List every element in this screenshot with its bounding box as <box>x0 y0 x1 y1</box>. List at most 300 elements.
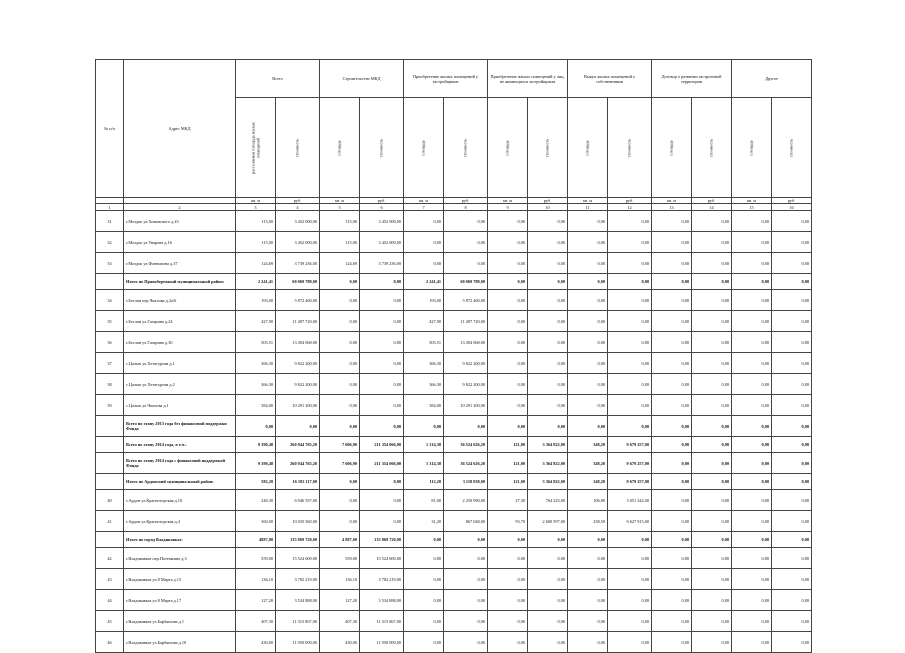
row-address: г.Беслан пер.Чкалова д.2а/6 <box>124 290 236 311</box>
table-row <box>96 253 812 274</box>
value-cell: 36 524 626,20 <box>444 453 488 474</box>
row-number: 38 <box>96 374 124 395</box>
subheader-area <box>568 98 608 198</box>
value-cell: 3 782 219,00 <box>360 569 404 590</box>
value-cell: 0,00 <box>488 569 528 590</box>
subheader-label: стоимость <box>462 138 468 157</box>
subheader-label: площадь <box>748 139 754 156</box>
total-row <box>96 437 812 453</box>
value-cell: 11 315 867,00 <box>276 611 320 632</box>
value-cell: 0,00 <box>320 416 360 437</box>
value-cell: 0,00 <box>444 253 488 274</box>
value-cell: 10 291 200,00 <box>276 395 320 416</box>
subheader-cost <box>608 98 652 198</box>
value-cell: 5 872 460,00 <box>444 290 488 311</box>
row-address: с.Цалык ул.Хетагурова д.1 <box>124 353 236 374</box>
value-cell: 0,00 <box>568 332 608 353</box>
value-cell: 5 872 460,00 <box>276 290 320 311</box>
value-cell: 0,00 <box>732 232 772 253</box>
value-cell: 427,90 <box>404 311 444 332</box>
value-cell: 0,00 <box>320 511 360 532</box>
value-cell: 0,00 <box>652 274 692 290</box>
value-cell: 0,00 <box>608 374 652 395</box>
value-cell: 15 524 600,00 <box>360 548 404 569</box>
value-cell: 0,00 <box>320 490 360 511</box>
value-cell: 124,69 <box>236 253 276 274</box>
value-cell: 0,00 <box>652 211 692 232</box>
value-cell: 7 606,90 <box>320 437 360 453</box>
value-cell: 0,00 <box>652 632 692 653</box>
value-cell: 7 606,90 <box>320 453 360 474</box>
table-row <box>96 353 812 374</box>
value-cell: 36 524 626,20 <box>444 437 488 453</box>
value-cell: 2 241,41 <box>236 274 276 290</box>
row-number: 32 <box>96 232 124 253</box>
value-cell: 0,00 <box>692 211 732 232</box>
column-number: 6 <box>360 204 404 211</box>
value-cell: 0,00 <box>652 437 692 453</box>
value-cell: 0,00 <box>652 253 692 274</box>
value-cell: 348,20 <box>568 453 608 474</box>
value-cell: 0,00 <box>608 416 652 437</box>
value-cell: 0,00 <box>488 290 528 311</box>
value-cell: 0,00 <box>404 590 444 611</box>
subheader-label: площадь <box>668 139 674 156</box>
value-cell: 348,20 <box>568 474 608 490</box>
value-cell: 0,00 <box>608 532 652 548</box>
value-cell: 0,00 <box>772 548 812 569</box>
value-cell: 0,00 <box>652 311 692 332</box>
value-cell: 0,00 <box>404 232 444 253</box>
value-cell: 3 739 236,00 <box>276 253 320 274</box>
value-cell: 0,00 <box>404 632 444 653</box>
value-cell: 0,00 <box>732 374 772 395</box>
value-cell: 0,00 <box>732 253 772 274</box>
row-number <box>96 437 124 453</box>
value-cell: 0,00 <box>772 290 812 311</box>
value-cell: 0,00 <box>652 569 692 590</box>
value-cell: 0,00 <box>360 511 404 532</box>
value-cell: 0,00 <box>404 416 444 437</box>
table-row <box>96 332 812 353</box>
table-row <box>96 311 812 332</box>
value-cell: 4887,00 <box>236 532 276 548</box>
row-address: Всего по этапу 2014 года с финансовой поддержкой Фонда <box>124 453 236 474</box>
row-number: 36 <box>96 332 124 353</box>
column-number: 13 <box>652 204 692 211</box>
value-cell: 0,00 <box>320 474 360 490</box>
row-number <box>96 416 124 437</box>
value-cell: 3 534 888,00 <box>276 590 320 611</box>
unit-cell: руб. <box>528 198 568 204</box>
value-cell: 0,00 <box>488 232 528 253</box>
unit-cell: кв. м <box>732 198 772 204</box>
value-cell: 0,00 <box>488 532 528 548</box>
value-cell: 13 494 068,00 <box>444 332 488 353</box>
total-row <box>96 416 812 437</box>
value-cell: 0,00 <box>772 569 812 590</box>
value-cell: 0,00 <box>568 632 608 653</box>
unit-cell: кв. м <box>236 198 276 204</box>
table-row <box>96 374 812 395</box>
value-cell: 60 069 788,00 <box>444 274 488 290</box>
value-cell: 0,00 <box>488 211 528 232</box>
subheader-label: стоимость <box>708 138 714 157</box>
subheader-label: площадь <box>584 139 590 156</box>
value-cell: 106,80 <box>568 490 608 511</box>
value-cell: 559,00 <box>236 548 276 569</box>
value-cell: 0,00 <box>772 511 812 532</box>
table-row <box>96 290 812 311</box>
value-cell: 60 069 788,00 <box>276 274 320 290</box>
value-cell: 0,00 <box>692 611 732 632</box>
row-address: Итого по Правобережный муниципальный район: <box>124 274 236 290</box>
value-cell: 0,00 <box>444 211 488 232</box>
value-cell: 121,00 <box>488 453 528 474</box>
value-cell: 0,00 <box>404 611 444 632</box>
table-row <box>96 569 812 590</box>
header-group-other: Другое <box>732 60 812 98</box>
row-number: 42 <box>96 548 124 569</box>
subheader-label: площадь <box>504 139 510 156</box>
value-cell: 0,00 <box>360 290 404 311</box>
value-cell: 0,00 <box>444 632 488 653</box>
value-cell: 3 452 000,00 <box>360 232 404 253</box>
value-cell: 366,30 <box>236 374 276 395</box>
value-cell: 0,00 <box>444 611 488 632</box>
value-cell: 0,00 <box>528 395 568 416</box>
value-cell: 0,00 <box>488 374 528 395</box>
value-cell: 193,00 <box>404 290 444 311</box>
row-address: г.Владикавказ ул.Барбашова д.10 <box>124 632 236 653</box>
subheader-label: площадь <box>336 139 342 156</box>
value-cell: 0,00 <box>608 332 652 353</box>
value-cell: 0,00 <box>692 474 732 490</box>
value-cell: 0,00 <box>692 311 732 332</box>
value-cell: 0,00 <box>772 532 812 548</box>
value-cell: 0,00 <box>692 590 732 611</box>
value-cell: 115,00 <box>236 232 276 253</box>
row-address: г.Моздок ул.Фонвизина д.37 <box>124 253 236 274</box>
value-cell: 238,50 <box>568 511 608 532</box>
value-cell: 0,00 <box>732 437 772 453</box>
value-cell: 0,00 <box>772 211 812 232</box>
column-number: 11 <box>568 204 608 211</box>
value-cell: 9 822 200,00 <box>276 353 320 374</box>
value-cell: 0,00 <box>732 548 772 569</box>
value-cell: 11 497 720,00 <box>276 311 320 332</box>
value-cell: 0,00 <box>692 632 732 653</box>
unit-cell: кв. м <box>404 198 444 204</box>
table-row <box>96 395 812 416</box>
value-cell: 0,00 <box>568 590 608 611</box>
value-cell: 0,00 <box>772 332 812 353</box>
value-cell: 9 822 200,00 <box>276 374 320 395</box>
value-cell: 3 782 219,00 <box>276 569 320 590</box>
value-cell: 0,00 <box>608 632 652 653</box>
row-address: г.Моздок ул.Уварова д.16 <box>124 232 236 253</box>
row-number: 37 <box>96 353 124 374</box>
unit-cell: руб. <box>692 198 732 204</box>
value-cell: 0,00 <box>608 253 652 274</box>
value-cell: 407,30 <box>236 611 276 632</box>
value-cell: 0,00 <box>528 374 568 395</box>
value-cell: 0,00 <box>236 416 276 437</box>
subheader-cost <box>528 98 568 198</box>
value-cell: 0,00 <box>692 332 732 353</box>
value-cell: 4 887,00 <box>320 532 360 548</box>
column-number: 9 <box>488 204 528 211</box>
header-number: № п/п <box>96 60 124 198</box>
value-cell: 0,00 <box>652 453 692 474</box>
value-cell: 3 118 038,00 <box>444 474 488 490</box>
row-number <box>96 274 124 290</box>
row-number <box>96 474 124 490</box>
value-cell: 0,00 <box>404 532 444 548</box>
column-number: 2 <box>124 204 236 211</box>
value-cell: 0,00 <box>404 253 444 274</box>
value-cell: 366,30 <box>236 353 276 374</box>
value-cell: 13 494 068,00 <box>276 332 320 353</box>
row-number: 40 <box>96 490 124 511</box>
value-cell: 260 944 765,20 <box>276 437 320 453</box>
value-cell: 136,10 <box>320 569 360 590</box>
value-cell: 0,00 <box>568 548 608 569</box>
header-group-construction: Строительство МКД <box>320 60 404 98</box>
value-cell: 0,00 <box>444 590 488 611</box>
value-cell: 0,00 <box>732 416 772 437</box>
value-cell: 3 364 822,00 <box>528 474 568 490</box>
row-number <box>96 532 124 548</box>
column-number: 15 <box>732 204 772 211</box>
value-cell: 0,00 <box>528 290 568 311</box>
column-number: 5 <box>320 204 360 211</box>
row-address: Всего по этапу 2013 года без финансовой поддержки Фонда <box>124 416 236 437</box>
value-cell: 0,00 <box>568 532 608 548</box>
value-cell: 93,70 <box>488 511 528 532</box>
value-cell: 0,00 <box>568 353 608 374</box>
total-row <box>96 532 812 548</box>
value-cell: 211 354 066,00 <box>360 453 404 474</box>
value-cell: 0,00 <box>692 532 732 548</box>
subheader-area <box>404 98 444 198</box>
value-cell: 0,00 <box>652 548 692 569</box>
value-cell: 0,00 <box>488 590 528 611</box>
value-cell: 0,00 <box>528 332 568 353</box>
value-cell: 0,00 <box>608 590 652 611</box>
value-cell: 0,00 <box>360 474 404 490</box>
column-number: 16 <box>772 204 812 211</box>
subheader-cost <box>276 98 320 198</box>
table-row <box>96 590 812 611</box>
value-cell: 136,10 <box>236 569 276 590</box>
value-cell: 407,30 <box>320 611 360 632</box>
unit-cell: кв. м <box>320 198 360 204</box>
value-cell: 0,00 <box>772 611 812 632</box>
value-cell: 0,00 <box>276 416 320 437</box>
value-cell: 384,00 <box>404 395 444 416</box>
value-cell: 3 452 000,00 <box>360 211 404 232</box>
value-cell: 0,00 <box>772 590 812 611</box>
subheader-area <box>652 98 692 198</box>
value-cell: 559,00 <box>320 548 360 569</box>
value-cell: 0,00 <box>608 548 652 569</box>
value-cell: 0,00 <box>568 232 608 253</box>
value-cell: 0,00 <box>692 453 732 474</box>
value-cell: 0,00 <box>608 395 652 416</box>
value-cell: 0,00 <box>732 611 772 632</box>
value-cell: 0,00 <box>528 611 568 632</box>
value-cell: 582,20 <box>236 474 276 490</box>
value-cell: 0,00 <box>652 490 692 511</box>
value-cell: 0,00 <box>360 353 404 374</box>
value-cell: 0,00 <box>732 353 772 374</box>
table-row <box>96 611 812 632</box>
row-number: 41 <box>96 511 124 532</box>
value-cell: 0,00 <box>692 253 732 274</box>
value-cell: 360,00 <box>236 511 276 532</box>
value-cell: 112,20 <box>404 474 444 490</box>
unit-cell: руб. <box>276 198 320 204</box>
value-cell: 0,00 <box>732 274 772 290</box>
value-cell: 0,00 <box>360 395 404 416</box>
value-cell: 764 225,00 <box>528 490 568 511</box>
value-cell: 0,00 <box>568 395 608 416</box>
value-cell: 0,00 <box>732 511 772 532</box>
value-cell: 0,00 <box>772 453 812 474</box>
value-cell: 0,00 <box>568 569 608 590</box>
value-cell: 0,00 <box>528 274 568 290</box>
value-cell: 384,00 <box>236 395 276 416</box>
value-cell: 0,00 <box>732 311 772 332</box>
header-group-other-purchase: Приобретение жилых помещений у лиц, не являющихся застройщиком <box>488 60 568 98</box>
value-cell: 0,00 <box>568 374 608 395</box>
value-cell: 0,00 <box>360 311 404 332</box>
row-number: 46 <box>96 632 124 653</box>
value-cell: 3 364 822,00 <box>528 453 568 474</box>
value-cell: 0,00 <box>772 353 812 374</box>
value-cell: 0,00 <box>444 532 488 548</box>
value-cell: 0,00 <box>608 232 652 253</box>
value-cell: 0,00 <box>772 253 812 274</box>
value-cell: 0,00 <box>528 232 568 253</box>
value-cell: 0,00 <box>488 416 528 437</box>
total-row <box>96 274 812 290</box>
value-cell: 31,20 <box>404 511 444 532</box>
subheader-label: стоимость <box>788 138 794 157</box>
value-cell: 0,00 <box>444 416 488 437</box>
value-cell: 0,00 <box>528 353 568 374</box>
value-cell: 0,00 <box>732 590 772 611</box>
row-address: г.Беслан ул.Гагарина д.30 <box>124 332 236 353</box>
value-cell: 0,00 <box>404 211 444 232</box>
value-cell: 0,00 <box>488 253 528 274</box>
value-cell: 115,00 <box>320 211 360 232</box>
value-cell: 9 679 257,00 <box>608 474 652 490</box>
value-cell: 0,00 <box>608 274 652 290</box>
value-cell: 0,00 <box>568 290 608 311</box>
value-cell: 503,51 <box>236 332 276 353</box>
value-cell: 0,00 <box>528 632 568 653</box>
subheader-label: площадь <box>420 139 426 156</box>
header-group-buyout: Выкуп жилых помещений у собственников <box>568 60 652 98</box>
value-cell: 0,00 <box>528 532 568 548</box>
subheader-area <box>488 98 528 198</box>
header-group-total: Всего <box>236 60 320 98</box>
value-cell: 430,00 <box>236 632 276 653</box>
row-number: 31 <box>96 211 124 232</box>
row-number: 43 <box>96 569 124 590</box>
value-cell: 9 822 200,00 <box>444 374 488 395</box>
value-cell: 0,00 <box>444 569 488 590</box>
value-cell: 0,00 <box>608 353 652 374</box>
value-cell: 3 452 000,00 <box>276 211 320 232</box>
row-address: Всего по этапу 2014 года, в т.ч.: <box>124 437 236 453</box>
table-row <box>96 511 812 532</box>
row-address: г.Ардон ул.Красногорская д.4 <box>124 511 236 532</box>
value-cell: 0,00 <box>652 532 692 548</box>
value-cell: 0,00 <box>568 611 608 632</box>
value-cell: 0,00 <box>772 490 812 511</box>
value-cell: 127,20 <box>236 590 276 611</box>
value-cell: 0,00 <box>528 211 568 232</box>
unit-cell: кв. м <box>652 198 692 204</box>
value-cell: 115,00 <box>320 232 360 253</box>
column-number: 7 <box>404 204 444 211</box>
value-cell: 0,00 <box>692 511 732 532</box>
value-cell: 0,00 <box>320 290 360 311</box>
value-cell: 2 600 597,00 <box>528 511 568 532</box>
unit-cell: кв. м <box>488 198 528 204</box>
value-cell: 11 497 720,00 <box>444 311 488 332</box>
value-cell: 9 679 257,00 <box>608 437 652 453</box>
value-cell: 27,30 <box>488 490 528 511</box>
value-cell: 0,00 <box>444 232 488 253</box>
value-cell: 0,00 <box>608 611 652 632</box>
value-cell: 0,00 <box>404 569 444 590</box>
value-cell: 0,00 <box>360 374 404 395</box>
unit-cell: руб. <box>360 198 404 204</box>
header-group-developer-purchase: Приобретение жилых помещений у застройщиков <box>404 60 488 98</box>
column-number: 8 <box>444 204 488 211</box>
value-cell: 6 627 915,00 <box>608 511 652 532</box>
header-address: Адрес МКД <box>124 60 236 198</box>
value-cell: 0,00 <box>732 632 772 653</box>
value-cell: 1 314,38 <box>404 453 444 474</box>
value-cell: 0,00 <box>732 453 772 474</box>
value-cell: 0,00 <box>320 353 360 374</box>
total-row <box>96 453 812 474</box>
value-cell: 0,00 <box>692 290 732 311</box>
value-cell: 2 241,41 <box>404 274 444 290</box>
value-cell: 0,00 <box>528 253 568 274</box>
value-cell: 0,00 <box>692 232 732 253</box>
header-group-development-contract: Договор о развитии застроенной территории <box>652 60 732 98</box>
table-row <box>96 490 812 511</box>
value-cell: 0,00 <box>772 232 812 253</box>
value-cell: 0,00 <box>772 311 812 332</box>
value-cell: 0,00 <box>568 311 608 332</box>
value-cell: 0,00 <box>772 416 812 437</box>
value-cell: 11 950 000,00 <box>360 632 404 653</box>
row-number: 35 <box>96 311 124 332</box>
value-cell: 0,00 <box>692 395 732 416</box>
value-cell: 0,00 <box>360 332 404 353</box>
row-number <box>96 453 124 474</box>
unit-cell: руб. <box>772 198 812 204</box>
value-cell: 0,00 <box>652 511 692 532</box>
column-number: 14 <box>692 204 732 211</box>
